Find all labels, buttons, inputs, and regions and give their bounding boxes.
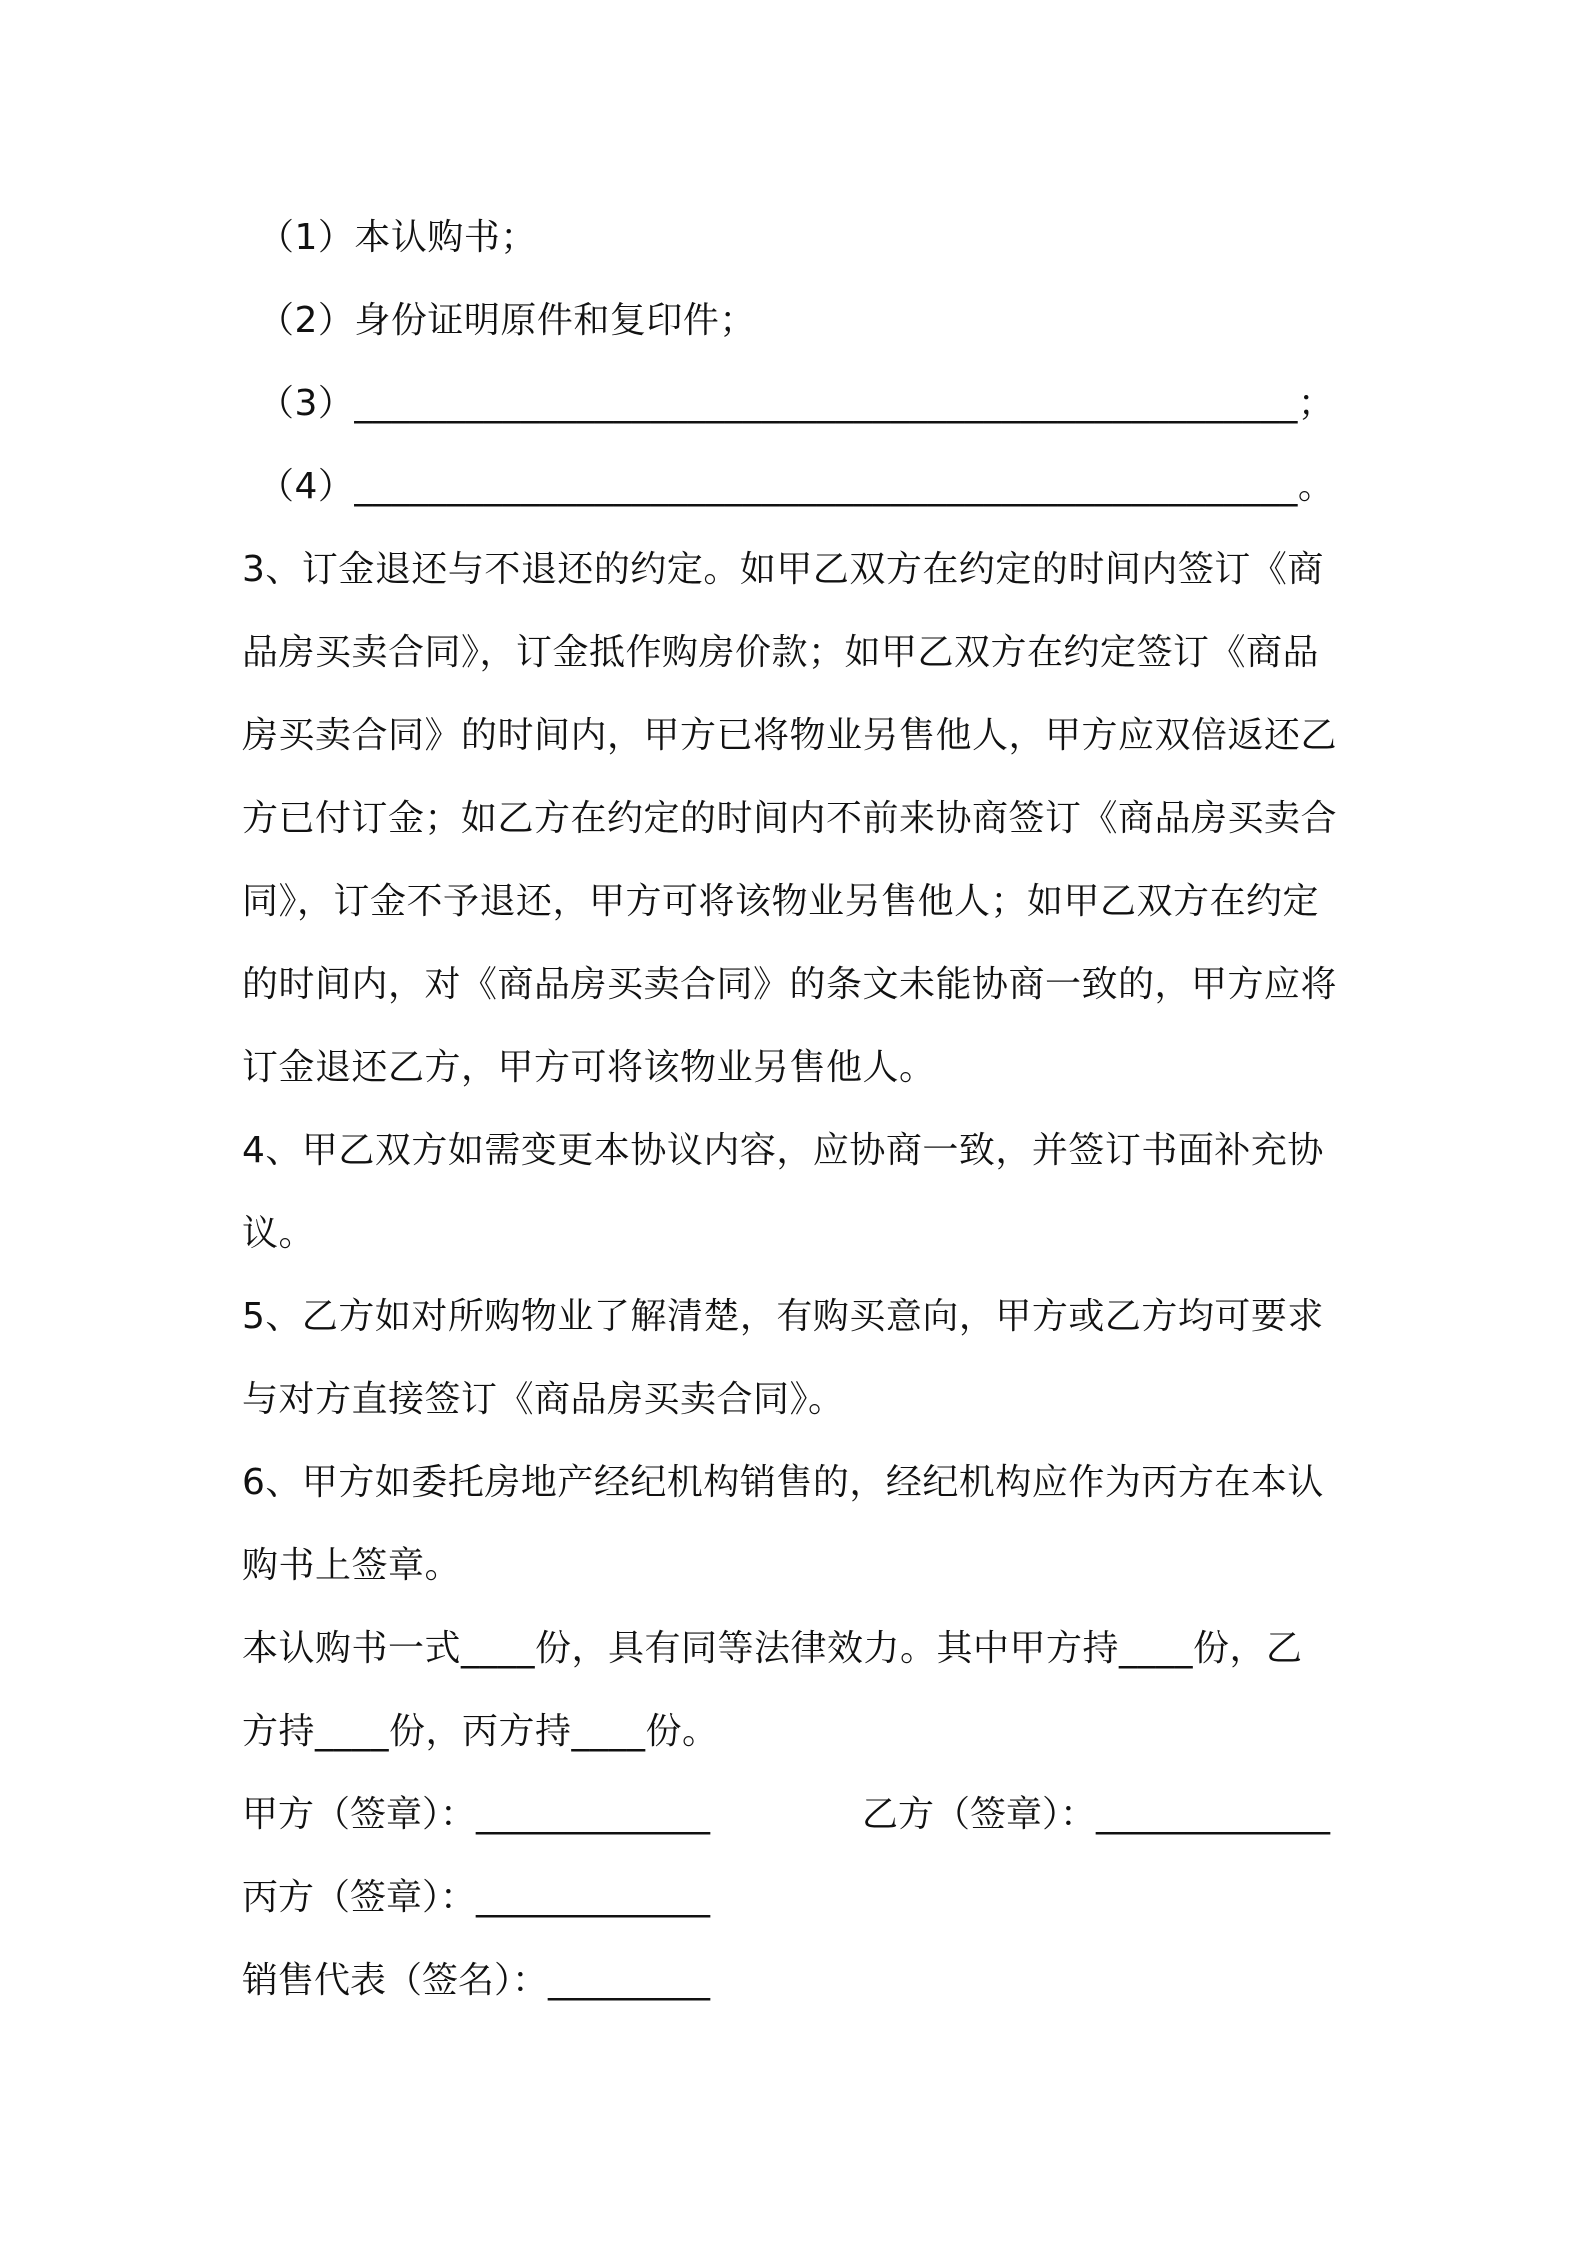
copies-statement — [242, 1607, 1352, 1773]
clause-4-amendment — [242, 1109, 1352, 1275]
sales-rep-signature-field: 销售代表（签名）：_________ — [242, 1960, 711, 2001]
paragraph-line: 订金退还乙方，甲方可将该物业另售他人。 — [242, 1047, 936, 1088]
paragraph-line: 方持____份，丙方持____份。 — [242, 1711, 719, 1752]
list-item: （4）___________________________________________________。 — [258, 466, 1335, 507]
list-item: （2）身份证明原件和复印件； — [258, 300, 756, 341]
party-a-signature-field: 甲方（签章）：_____________ — [242, 1794, 711, 1835]
clause-5-direct-contract — [242, 1275, 1352, 1441]
signature-row-c — [242, 1856, 1352, 1939]
paragraph-line: 方已付订金；如乙方在约定的时间内不前来协商签订《商品房买卖合 — [242, 798, 1338, 839]
clause-3-deposit-refund — [242, 528, 1352, 1109]
document-body — [242, 196, 1352, 2022]
paragraph-line: 品房买卖合同》，订金抵作购房价款；如甲乙双方在约定签订《商品 — [242, 632, 1320, 673]
paragraph-line: 5、乙方如对所购物业了解清楚，有购买意向，甲方或乙方均可要求 — [242, 1296, 1324, 1337]
party-c-signature-field: 丙方（签章）：_____________ — [242, 1877, 711, 1918]
list-item: （3）___________________________________________________； — [258, 383, 1335, 424]
clause-6-agency — [242, 1441, 1352, 1607]
signature-row-ab — [242, 1773, 1352, 1856]
paragraph-line: 3、订金退还与不退还的约定。如甲乙双方在约定的时间内签订《商 — [242, 549, 1324, 590]
paragraph-line: 4、甲乙双方如需变更本协议内容，应协商一致，并签订书面补充协 — [242, 1130, 1324, 1171]
party-b-signature-field: 乙方（签章）：_____________ — [862, 1794, 1331, 1835]
paragraph-line: 房买卖合同》的时间内，甲方已将物业另售他人，甲方应双倍返还乙 — [242, 715, 1338, 756]
signature-row-sales — [242, 1939, 1352, 2022]
paragraph-line: 的时间内，对《商品房买卖合同》的条文未能协商一致的，甲方应将 — [242, 964, 1338, 1005]
paragraph-line: 与对方直接签订《商品房买卖合同》。 — [242, 1379, 845, 1420]
required-documents-list — [242, 196, 1352, 528]
paragraph-line: 6、甲方如委托房地产经纪机构销售的，经纪机构应作为丙方在本认 — [242, 1462, 1324, 1503]
paragraph-line: 同》，订金不予退还，甲方可将该物业另售他人；如甲乙双方在约定 — [242, 881, 1320, 922]
paragraph-line: 本认购书一式____份，具有同等法律效力。其中甲方持____份，乙 — [242, 1628, 1303, 1669]
paragraph-line: 议。 — [242, 1213, 316, 1254]
paragraph-line: 购书上签章。 — [242, 1545, 462, 1586]
list-item: （1）本认购书； — [258, 217, 537, 258]
